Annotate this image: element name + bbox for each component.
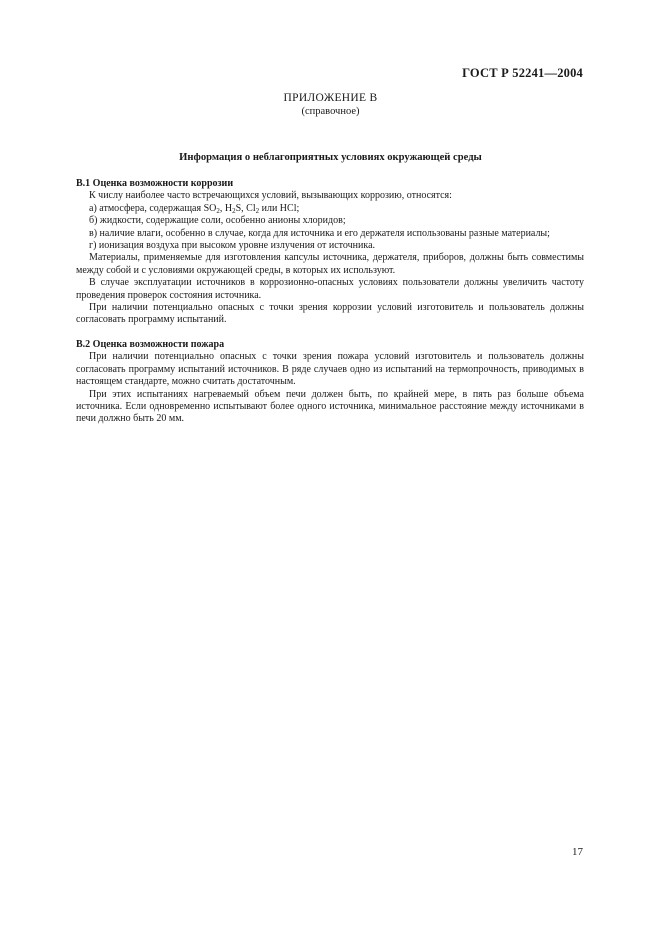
b1-paragraph-1: Материалы, применяемые для изготовления капсулы источника, держателя, приборов, должны быть совместимы между собой и с условиями окружающей среды, в которых их используют. <box>76 252 584 276</box>
appendix-subtitle: (справочное) <box>301 106 360 117</box>
b1-item-a-sub2: 2 <box>232 206 236 215</box>
section-gap <box>76 327 584 339</box>
body-text <box>76 178 584 426</box>
b1-item-a-mid1: , H <box>219 202 233 214</box>
standard-code: ГОСТ Р 52241—2004 <box>462 66 583 80</box>
subsection-heading-b2: В.2 Оценка возможности пожара <box>76 338 225 350</box>
subsection-heading-b1: В.1 Оценка возможности коррозии <box>76 178 234 189</box>
section-heading: Информация о неблагоприятных условиях окружающей среды <box>179 152 482 163</box>
b1-intro: К числу наиболее часто встречающихся условий, вызывающих коррозию, относятся: <box>89 190 452 202</box>
b1-item-d: г) ионизация воздуха при высоком уровне излучения от источника. <box>89 240 376 252</box>
b2-paragraph-2: При этих испытаниях нагреваемый объем печи должен быть, по крайней мере, в пять раз больше объема источника. Если одновременно испытывают более одного источника, минимальное расстояние между источниками в печи должно быть 20 мм. <box>76 388 584 425</box>
b1-item-a-prefix: а) атмосфера, содержащая SO <box>89 202 217 214</box>
b1-paragraph-2: В случае эксплуатации источников в коррозионно-опасных условиях пользователи должны увеличить частоту проведения проверок состояния источника. <box>76 277 584 301</box>
b1-paragraph-3: При наличии потенциально опасных с точки зрения коррозии условий изготовитель и пользователь должны согласовать программу испытаний. <box>76 302 584 326</box>
b1-item-a-sub1: 2 <box>216 206 220 215</box>
b1-item-b: б) жидкости, содержащие соли, особенно анионы хлоридов; <box>89 215 346 227</box>
page-number: 17 <box>572 846 583 858</box>
appendix-title: ПРИЛОЖЕНИЕ В <box>283 92 378 104</box>
b1-item-a-suffix: или HCl; <box>259 202 300 214</box>
b1-item-a <box>76 203 584 215</box>
b2-paragraph-1: При наличии потенциально опасных с точки зрения пожара условий изготовитель и пользователь должны согласовать программу испытаний источников. В ряде случаев одно из испытаний на термопрочность, приводимых в настоящем стандарте, можно считать достаточным. <box>76 351 584 388</box>
b1-item-c: в) наличие влаги, особенно в случае, когда для источника и его держателя использованы разные материалы; <box>89 227 550 239</box>
b1-item-a-mid2: S, Cl <box>235 202 256 214</box>
b1-item-a-sub3: 2 <box>255 206 260 215</box>
